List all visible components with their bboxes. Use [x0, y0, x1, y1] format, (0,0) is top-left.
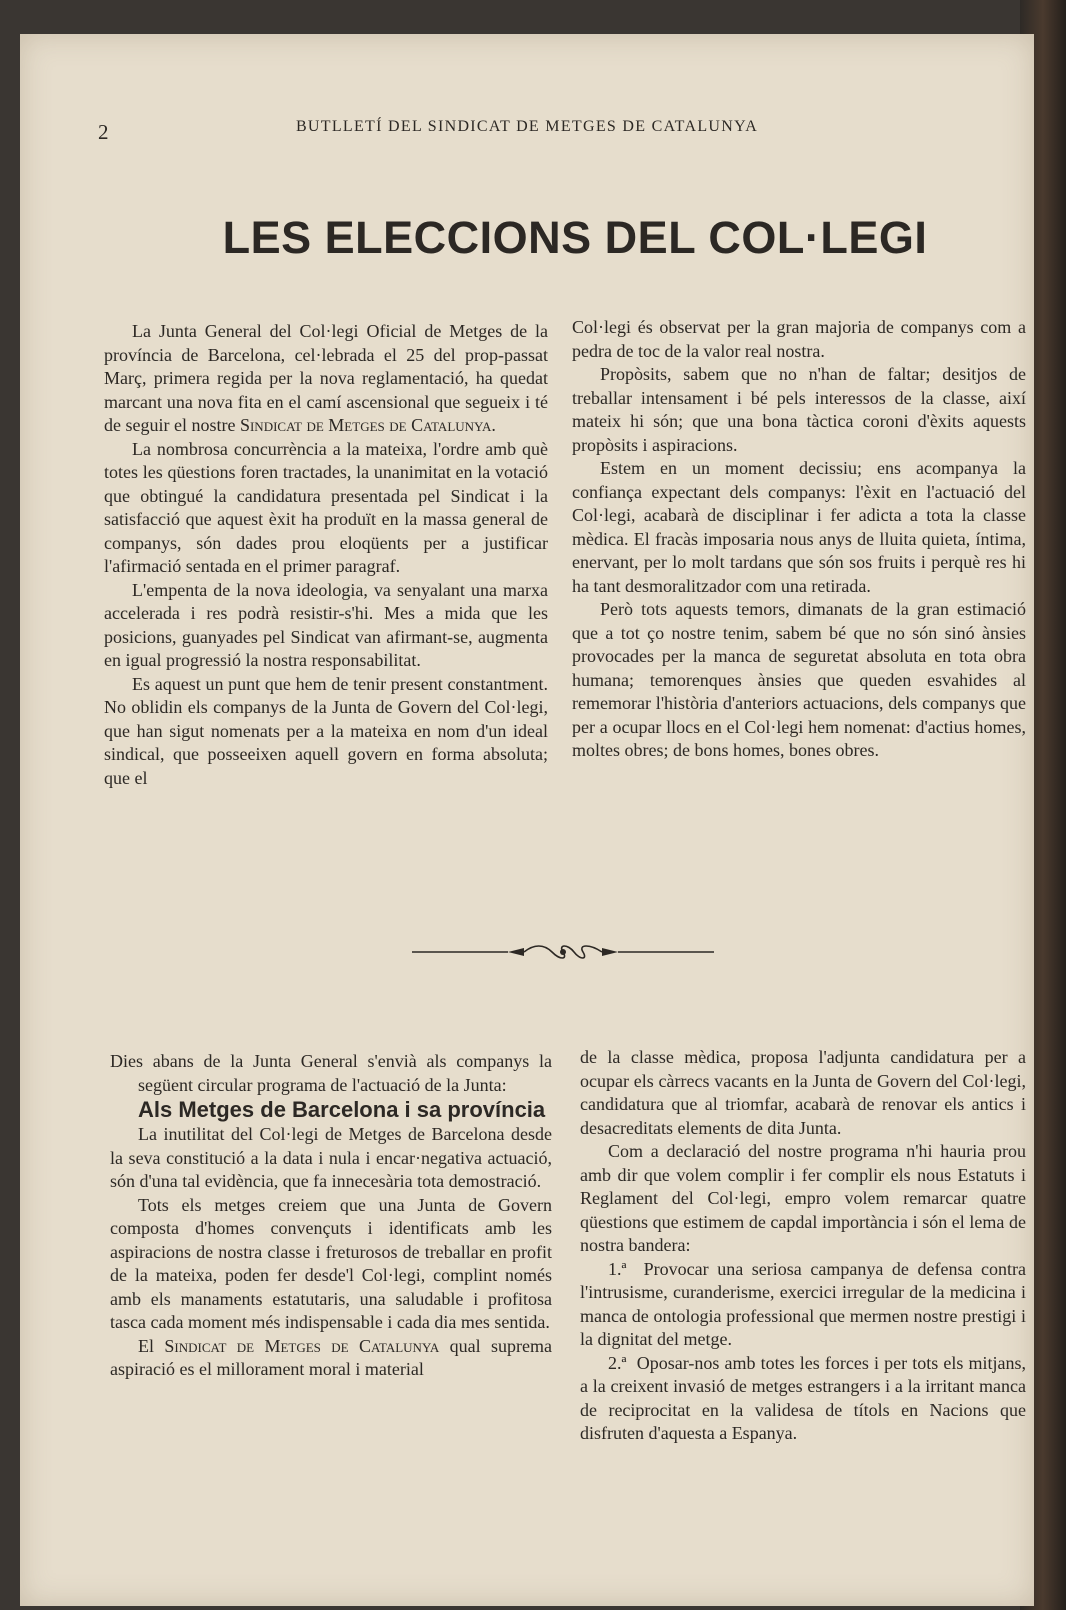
ornamental-divider: [412, 942, 714, 962]
article-column-1: [104, 320, 548, 790]
running-header: BUTLLETÍ DEL SINDICAT DE METGES DE CATALUNYA: [295, 118, 759, 135]
list-item: 1.ª Provocar una seriosa campanya de defensa contra l'intrusisme, curanderisme, exercici irregular de la medicina i manca de ontologia professional que mermen nostre prestigi i la dignitat del metge.: [580, 1258, 1026, 1349]
paragraph: La Junta General del Col·legi Oficial de Metges de la província de Barcelona, cel·lebrada el 25 del prop-passat Març, primera regida per la nova reglamentació, ha quedat marcant una nova fita en el camí ascensional que segueix i té de seguir el nostre Sindicat de Metges de Catalunya.: [104, 321, 548, 435]
paragraph: Propòsits, sabem que no n'han de faltar; desitjos de treballar intensament i bé pels interessos de la classe, així mateix hi són; que una bona tàctica coroni d'èxits aquests propòsits i aspiracions.: [572, 364, 1026, 455]
paragraph: de la classe mèdica, proposa l'adjunta candidatura per a ocupar els càrrecs vacants en la Junta de Govern del Col·legi, candidatura que al triomfar, acabarà de renovar els antics i desacreditats elements de dita Junta.: [580, 1047, 1026, 1138]
paragraph: Estem en un moment decissiu; ens acompanya la confiança expectant dels companys: l'èxit en l'actuació del Col·legi, acabarà de disciplinar i fer adicta a tota la classe mèdica. El fracàs imposaria nous anys de lluita quieta, íntima, enervant, per lo molt tardans que són sos fruits i perquè res hi ha tant desmoralitzador com una retirada.: [572, 458, 1026, 596]
circular-column-2: [580, 1046, 1026, 1446]
syndicate-name: Sindicat de Metges de Catalunya: [239, 415, 492, 435]
paragraph: Col·legi és observat per la gran majoria de companys com a pedra de toc de la valor real nostra.: [572, 317, 1026, 361]
article-title: LES ELECCIONS DEL COL·LEGI: [222, 212, 928, 263]
circular-column-1: [110, 1050, 552, 1382]
paragraph: Tots els metges creiem que una Junta de Govern composta d'homes convençuts i identificats amb les aspiracions de nostra classe i freturosos de treballar en profit de la mateixa, poden fer desde'l Col·legi, complint només amb els manaments estatutaris, una saludable i profitosa tasca cada moment més indispensable i cada dia mes sentida.: [110, 1194, 552, 1332]
paragraph: Com a declaració del nostre programa n'hi hauria prou amb dir que volem complir i fer complir els nous Estatuts i Reglament del Col·legi, empro volem remarcar quatre qüestions que estimem de capdal importància i són el lema de nostra bandera:: [580, 1141, 1026, 1255]
paragraph: Es aquest un punt que hem de tenir present constantment. No oblidin els companys de la Junta de Govern del Col·legi, que han sigut nomenats per a la mateixa en nom d'un ideal sindical, que posseeixen aquell govern en forma absoluta; que el: [104, 673, 548, 788]
article-column-2: [572, 316, 1026, 763]
page-number: 2: [98, 120, 109, 144]
paragraph: Però tots aquests temors, dimanats de la gran estimació que a tot ço nostre tenim, sabem bé que no són sinó ànsies provocades per la manca de seguretat absoluta en tota obra humana; temorenques ànsies que queden esvahides al rememorar l'història d'anteriors actuacions, dels companys que per a ocupar llocs en el Col·legi hem nomenat: d'actius homes, moltes obres; de bons homes, bones obres.: [572, 599, 1026, 760]
syndicate-name: Sindicat de Metges de Catalunya: [164, 1335, 440, 1356]
paragraph: La inutilitat del Col·legi de Metges de Barcelona desde la seva constitució a la data i nula i encar·negativa actuació, són d'una tal evidència, que fa innecesària tota demostració.: [110, 1124, 552, 1191]
page: [20, 34, 1034, 1606]
paragraph: L'empenta de la nova ideologia, va senyalant una marxa accelerada i res podrà resistir-s'hi. Mes a mida que les posicions, guanyades pel Sindicat van afirmant-se, augmenta en igual progressió la nostra responsabilitat.: [104, 579, 548, 670]
circular-intro: Dies abans de la Junta General s'envià als companys la següent circular programa de l'actuació de la Junta:: [110, 1051, 552, 1095]
paragraph: La nombrosa concurrència a la mateixa, l'ordre amb què totes les qüestions foren tractades, la unanimitat en la votació que obtingué la candidatura presentada pel Sindicat i la satisfacció que aquest èxit ha produït en la massa general de companys, són dades prou eloqüents per a justificar l'afirmació sentada en el primer paragraf.: [104, 438, 548, 576]
item-number: 1.ª: [608, 1258, 627, 1279]
list-item: 2.ª Oposar-nos amb totes les forces i per tots els mitjans, a la creixent invasió de metges estrangers i a la irritant manca de reciprocitat en la validesa de títols en Nacions que disfruten d'aquesta a Espanya.: [580, 1352, 1026, 1443]
circular-heading: Als Metges de Barcelona i sa província: [138, 1097, 546, 1122]
item-number: 2.ª: [608, 1352, 627, 1373]
paragraph: El Sindicat de Metges de Catalunya qual suprema aspiració es el millorament moral i material: [110, 1335, 552, 1379]
